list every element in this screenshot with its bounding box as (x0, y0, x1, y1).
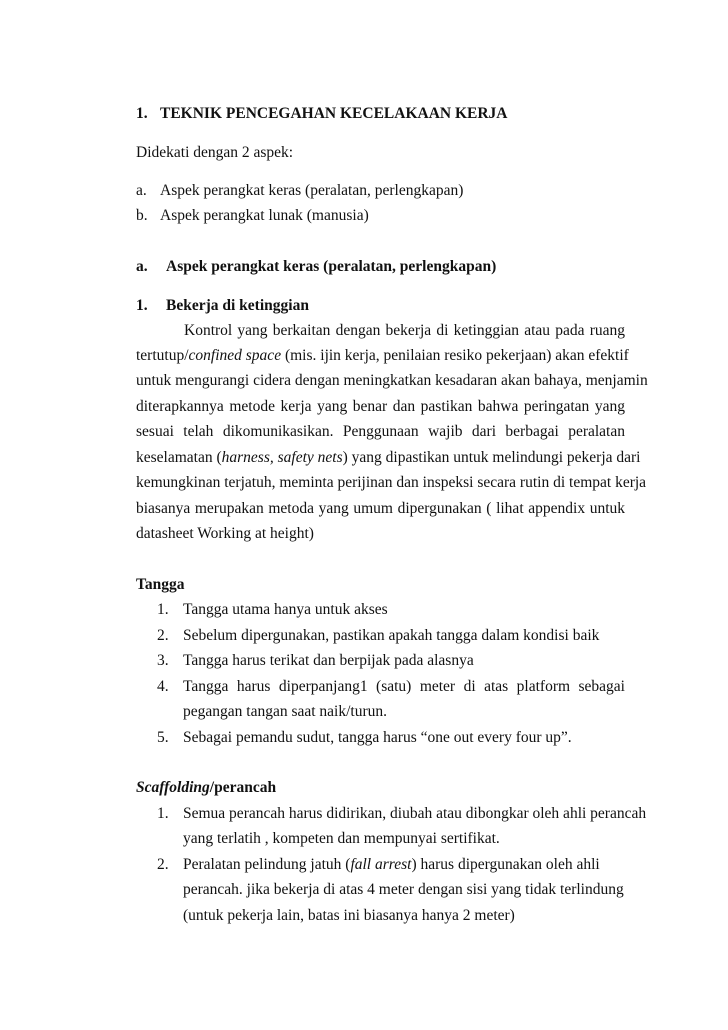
text-run: ) yang dipastikan untuk melindungi pekerja dari (342, 449, 641, 466)
italic-term: harness, safety nets (221, 449, 343, 466)
text-run: (mis. ijin kerja, penilaian resiko pekerjaan) akan efektif (281, 347, 629, 364)
paragraph-line: datasheet Working at height) (136, 525, 314, 542)
subsection-heading (136, 296, 309, 316)
aspect-item-b (136, 206, 369, 226)
list-text: Tangga harus terikat dan berpijak pada alasnya (183, 652, 474, 669)
subsection-number: 1. (136, 297, 148, 314)
scaffolding-heading (136, 778, 276, 798)
aspect-marker: a. (136, 182, 147, 199)
paragraph-line: diterapkannya metode kerja yang benar dan pastikan bahwa peringatan yang (136, 398, 625, 415)
heading-italic: Scaffolding (136, 779, 210, 796)
list-item (157, 651, 474, 671)
list-text: Sebelum dipergunakan, pastikan apakah tangga dalam kondisi baik (183, 627, 600, 644)
text-run: tertutup/ (136, 347, 189, 364)
text-run: ) harus dipergunakan oleh ahli (411, 856, 600, 873)
list-number: 3. (157, 652, 169, 669)
list-item (157, 804, 646, 824)
list-number: 2. (157, 856, 169, 873)
italic-term: confined space (188, 347, 282, 364)
aspect-text: Aspek perangkat keras (peralatan, perlengkapan) (160, 182, 464, 199)
aspect-marker: b. (136, 207, 148, 224)
paragraph-line (136, 346, 629, 366)
section-marker: a. (136, 258, 148, 275)
list-text: Sebagai pemandu sudut, tangga harus “one out every four up”. (183, 729, 572, 746)
text-run: keselamatan ( (136, 449, 222, 466)
list-number: 4. (157, 678, 169, 695)
intro-text: Didekati dengan 2 aspek: (136, 144, 294, 161)
list-text: Tangga harus diperpanjang1 (satu) meter di atas platform sebagai (183, 678, 625, 695)
list-number: 1. (157, 805, 169, 822)
paragraph-line: biasanya merupakan metoda yang umum dipergunakan ( lihat appendix untuk (136, 500, 625, 517)
heading-text: TEKNIK PENCEGAHAN KECELAKAAN KERJA (160, 105, 508, 122)
paragraph-line: kemungkinan terjatuh, meminta perijinan dan inspeksi secara rutin di tempat kerja (136, 474, 647, 491)
tangga-heading: Tangga (136, 576, 185, 593)
list-text-continuation: yang terlatih , kompeten dan mempunyai sertifikat. (183, 830, 500, 847)
aspect-item-a (136, 181, 463, 201)
main-heading (136, 104, 508, 124)
list-item (157, 626, 599, 646)
list-text: Tangga utama hanya untuk akses (183, 601, 388, 618)
list-number: 1. (157, 601, 169, 618)
list-number: 2. (157, 627, 169, 644)
italic-term: fall arrest (350, 856, 412, 873)
list-text: Semua perancah harus didirikan, diubah atau dibongkar oleh ahli perancah (183, 805, 647, 822)
aspect-text: Aspek perangkat lunak (manusia) (160, 207, 369, 224)
list-item (157, 855, 600, 875)
subsection-text: Bekerja di ketinggian (166, 297, 309, 314)
paragraph-line: untuk mengurangi cidera dengan meningkatkan kesadaran akan bahaya, menjamin (136, 372, 648, 389)
list-text-continuation: pegangan tangan saat naik/turun. (183, 703, 388, 720)
section-text: Aspek perangkat keras (peralatan, perlengkapan) (166, 258, 497, 275)
heading-rest: /perancah (209, 779, 277, 796)
list-number: 5. (157, 729, 169, 746)
heading-number: 1. (136, 105, 148, 122)
list-item (157, 600, 388, 620)
list-text-continuation: perancah. jika bekerja di atas 4 meter dengan sisi yang tidak terlindung (183, 881, 624, 898)
text-run: Peralatan pelindung jatuh ( (183, 856, 351, 873)
list-text-continuation: (untuk pekerja lain, batas ini biasanya hanya 2 meter) (183, 907, 515, 924)
list-item (157, 728, 572, 748)
paragraph-line: sesuai telah dikomunikasikan. Penggunaan wajib dari berbagai peralatan (136, 423, 625, 440)
paragraph-line (136, 448, 641, 468)
paragraph-line: Kontrol yang berkaitan dengan bekerja di ketinggian atau pada ruang (184, 322, 625, 339)
section-a-heading (136, 257, 496, 277)
